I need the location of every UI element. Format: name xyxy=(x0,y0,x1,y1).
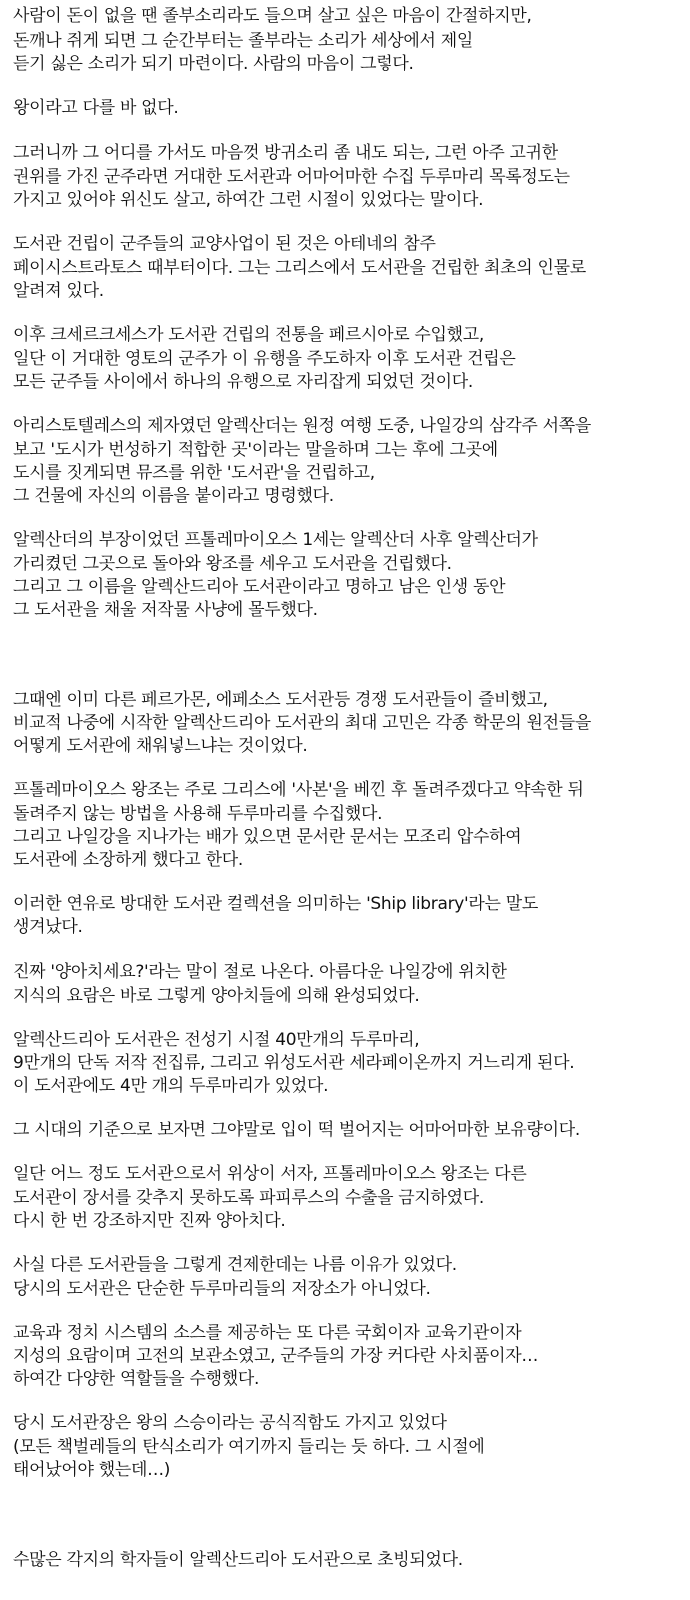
text-line: 일단 이 거대한 영토의 군주가 이 유행을 주도하자 이후 도서관 건립은 xyxy=(13,349,516,369)
text-line: 이러한 연유로 방대한 도서관 컬렉션을 의미하는 'Ship library'라는 말도 xyxy=(13,894,538,914)
text-line: 프톨레마이오스 왕조는 주로 그리스에 '사본'을 베낀 후 돌려주겠다고 약속한 뒤 xyxy=(13,780,584,800)
text-line: 사실 다른 도서관들을 그렇게 견제한데는 나름 이유가 있었다. xyxy=(13,1255,457,1275)
text-line: 가지고 있어야 위신도 살고, 하여간 그런 시절이 있었다는 말이다. xyxy=(13,190,484,210)
text-line: 왕이라고 다를 바 없다. xyxy=(13,98,179,118)
text-line: 태어났어야 했는데…) xyxy=(13,1460,171,1480)
text-line: 다시 한 번 강조하지만 진짜 양아치다. xyxy=(13,1211,286,1231)
text-line: 듣기 싫은 소리가 되기 마련이다. 사람의 마음이 그렇다. xyxy=(13,54,414,74)
text-line: 모든 군주들 사이에서 하나의 유행으로 자리잡게 되었던 것이다. xyxy=(13,372,474,392)
text-line: 도시를 짓게되면 뮤즈를 위한 '도서관'을 건립하고, xyxy=(13,463,375,483)
text-line: 도서관 건립이 군주들의 교양사업이 된 것은 아테네의 참주 xyxy=(13,234,436,254)
text-line: 당시 도서관장은 왕의 스승이라는 공식직함도 가지고 있었다 xyxy=(13,1413,447,1433)
text-line: 보고 '도시가 번성하기 적합한 곳'이라는 말을하며 그는 후에 그곳에 xyxy=(13,440,498,460)
text-line: 그리고 나일강을 지나가는 배가 있으면 문서란 문서는 모조리 압수하여 xyxy=(13,827,522,847)
text-line: 가리켰던 그곳으로 돌아와 왕조를 세우고 도서관을 건립했다. xyxy=(13,554,452,574)
text-line: 그리고 그 이름을 알렉산드리아 도서관이라고 명하고 남은 인생 동안 xyxy=(13,577,506,597)
text-line: 아리스토텔레스의 제자였던 알렉산더는 원정 여행 도중, 나일강의 삼각주 서쪽을 xyxy=(13,416,591,436)
text-line: 진짜 '양아치세요?'라는 말이 절로 나온다. 아름다운 나일강에 위치한 xyxy=(13,962,507,982)
text-line: 돈깨나 쥐게 되면 그 순간부터는 졸부라는 소리가 세상에서 제일 xyxy=(13,31,474,51)
text-line: 알렉산드리아 도서관은 전성기 시절 40만개의 두루마리, xyxy=(13,1030,420,1050)
text-line: 그 시대의 기준으로 보자면 그야말로 입이 떡 벌어지는 어마어마한 보유량이다. xyxy=(13,1120,580,1140)
text-line: 도서관이 장서를 갖추지 못하도록 파피루스의 수출을 금지하였다. xyxy=(13,1188,485,1208)
text-line: 당시의 도서관은 단순한 두루마리들의 저장소가 아니었다. xyxy=(13,1279,431,1299)
text-line: 어떻게 도서관에 채워넣느냐는 것이었다. xyxy=(13,736,308,756)
text-line: 알려져 있다. xyxy=(13,281,104,301)
text-line: 지식의 요람은 바로 그렇게 양아치들에 의해 완성되었다. xyxy=(13,986,420,1006)
text-line: 권위를 가진 군주라면 거대한 도서관과 어마어마한 수집 두루마리 목록정도는 xyxy=(13,167,570,187)
text-line: 그 건물에 자신의 이름을 붙이라고 명령했다. xyxy=(13,486,334,506)
text-line: 돌려주지 않는 방법을 사용해 두루마리를 수집했다. xyxy=(13,804,383,824)
text-line: 생겨났다. xyxy=(13,917,83,937)
text-line: 지성의 요람이며 고전의 보관소였고, 군주들의 가장 커다란 사치품이자… xyxy=(13,1346,539,1366)
text-line: 도서관에 소장하게 했다고 한다. xyxy=(13,850,244,870)
text-line: 알렉산더의 부장이었던 프톨레마이오스 1세는 알렉산더 사후 알렉산더가 xyxy=(13,530,538,550)
text-line: 그때엔 이미 다른 페르가몬, 에페소스 도서관등 경쟁 도서관들이 즐비했고, xyxy=(13,690,548,710)
text-line: 페이시스트라토스 때부터이다. 그는 그리스에서 도서관을 건립한 최초의 인물로 xyxy=(13,258,586,278)
text-line: 9만개의 단독 저작 전집류, 그리고 위성도서관 세라페이온까지 거느리게 된다. xyxy=(13,1053,575,1073)
text-line: (모든 책벌레들의 탄식소리가 여기까지 들리는 듯 하다. 그 시절에 xyxy=(13,1437,485,1457)
text-line: 그 도서관을 채울 저작물 사냥에 몰두했다. xyxy=(13,600,318,620)
text-line: 일단 어느 정도 도서관으로서 위상이 서자, 프톨레마이오스 왕조는 다른 xyxy=(13,1164,527,1184)
text-line: 사람이 돈이 없을 땐 졸부소리라도 들으며 살고 싶은 마음이 간절하지만, xyxy=(13,6,532,26)
text-line: 수많은 각지의 학자들이 알렉산드리아 도서관으로 초빙되었다. xyxy=(13,1550,463,1570)
text-line: 이후 크세르크세스가 도서관 건립의 전통을 페르시아로 수입했고, xyxy=(13,325,485,345)
text-line: 하여간 다양한 역할들을 수행했다. xyxy=(13,1369,260,1389)
text-line: 이 도서관에도 4만 개의 두루마리가 있었다. xyxy=(13,1076,329,1096)
text-line: 비교적 나중에 시작한 알렉산드리아 도서관의 최대 고민은 각종 학문의 원전들을 xyxy=(13,713,591,733)
text-line: 교육과 정치 시스템의 소스를 제공하는 또 다른 국회이자 교육기관이자 xyxy=(13,1323,522,1343)
text-line: 그러니까 그 어디를 가서도 마음껏 방귀소리 좀 내도 되는, 그런 아주 고귀한 xyxy=(13,143,558,163)
